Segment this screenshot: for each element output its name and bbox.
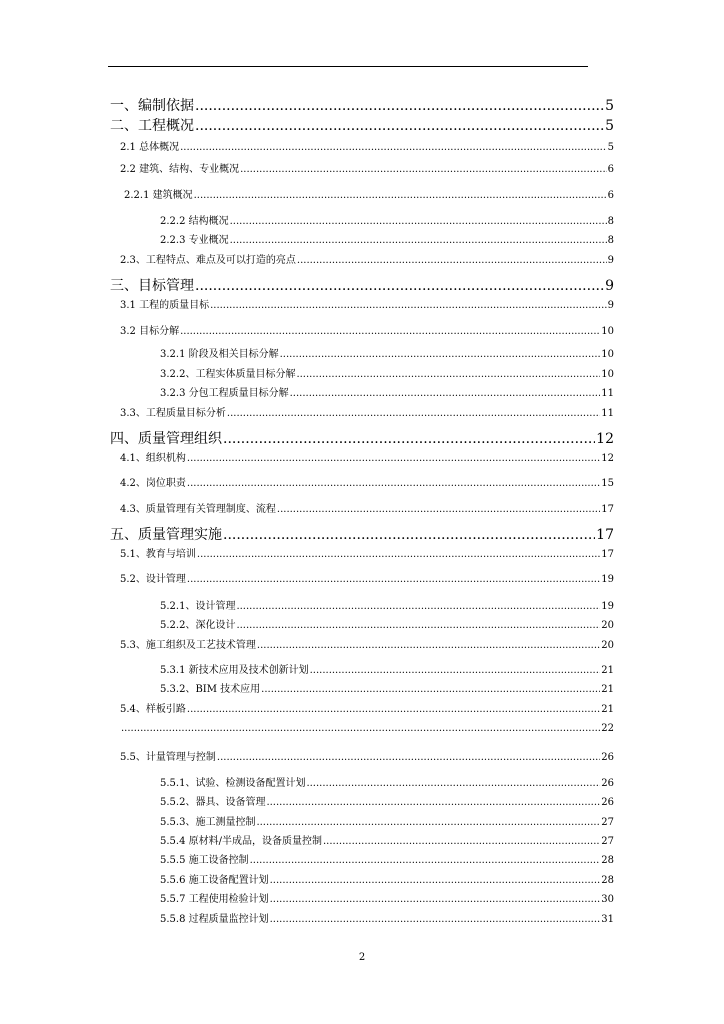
toc-entry-page: 5	[605, 98, 614, 114]
toc-entry-title: 5.5.6 施工设备配置计划	[160, 875, 269, 886]
toc-entry-page: 19	[601, 601, 614, 612]
toc-leader-dots	[217, 752, 600, 763]
toc-entry[interactable]	[160, 890, 614, 905]
toc-entry[interactable]	[124, 186, 614, 201]
toc-leader-dots	[180, 142, 607, 153]
toc-entry[interactable]	[120, 723, 614, 734]
toc-leader-dots	[197, 549, 600, 560]
toc-leader-dots	[194, 190, 607, 201]
toc-entry-title: 5.3、施工组织及工艺技术管理	[120, 640, 256, 651]
toc-leader-dots	[121, 723, 600, 734]
toc-entry[interactable]	[110, 524, 614, 544]
toc-entry[interactable]	[160, 616, 614, 631]
toc-leader-dots	[180, 326, 600, 337]
toc-entry-page: 19	[601, 574, 614, 585]
toc-entry-page: 28	[601, 875, 614, 886]
toc-entry-page: 27	[601, 817, 614, 828]
toc-entry-title: 5.3.2、BIM 技术应用	[160, 684, 261, 695]
toc-entry-title: 3.3、工程质量目标分析	[120, 408, 226, 419]
toc-entry-title: 2.2.1 建筑概况	[124, 190, 193, 201]
toc-entry-page: 8	[607, 216, 614, 227]
toc-entry[interactable]	[160, 365, 614, 380]
toc-leader-dots	[187, 478, 600, 489]
toc-entry-title: 4.1、组织机构	[120, 453, 186, 464]
toc-entry-page: 26	[601, 778, 614, 789]
toc-entry-page: 8	[607, 235, 614, 246]
toc-entry[interactable]	[110, 95, 614, 115]
toc-leader-dots	[296, 369, 600, 380]
toc-leader-dots	[195, 278, 604, 294]
toc-entry-title: 3.2.3 分包工程质量目标分解	[160, 388, 289, 399]
toc-entry-page: 26	[601, 752, 614, 763]
toc-leader-dots	[195, 118, 604, 134]
toc-leader-dots	[256, 817, 600, 828]
toc-leader-dots	[290, 388, 601, 399]
toc-entry-title: 5.1、教育与培训	[120, 549, 196, 560]
toc-entry[interactable]	[120, 138, 614, 153]
toc-entry-title: 5.5.4 原材料/半成品，设备质量控制	[160, 836, 322, 847]
toc-entry[interactable]	[120, 545, 614, 560]
toc-entry-title: 3.2.1 阶段及相关目标分解	[160, 349, 279, 360]
toc-entry-title: 四、质量管理组织	[110, 431, 222, 447]
toc-entry-title: 4.2、岗位职责	[120, 478, 186, 489]
toc-entry[interactable]	[160, 793, 614, 808]
toc-leader-dots	[230, 235, 607, 246]
toc-entry-page: 10	[601, 369, 614, 380]
toc-entry-page: 10	[601, 349, 614, 360]
toc-entry[interactable]	[120, 296, 614, 311]
toc-leader-dots	[227, 408, 600, 419]
toc-entry[interactable]	[110, 115, 614, 135]
toc-entry[interactable]	[120, 570, 614, 585]
toc-leader-dots	[223, 431, 595, 447]
toc-entry-page: 28	[601, 855, 614, 866]
toc-entry-title: 2.3、工程特点、难点及可以打造的亮点	[120, 255, 296, 266]
toc-entry-page: 5	[607, 142, 614, 153]
toc-entry-title: 3.2.2、工程实体质量目标分解	[160, 369, 296, 380]
toc-entry[interactable]	[120, 636, 614, 651]
toc-entry-page: 20	[601, 640, 614, 651]
toc-entry-page: 11	[601, 388, 614, 399]
toc-entry-title: 5.5.1、试验、检测设备配置计划	[160, 778, 306, 789]
toc-leader-dots	[270, 875, 601, 886]
toc-entry-title: 2.2.3 专业概况	[160, 235, 229, 246]
toc-entry[interactable]	[120, 160, 614, 175]
toc-leader-dots	[187, 704, 600, 715]
toc-entry-title: 5.5.5 施工设备控制	[160, 855, 249, 866]
toc-entry[interactable]	[160, 774, 614, 789]
toc-leader-dots	[270, 894, 601, 905]
toc-entry[interactable]	[120, 474, 614, 489]
toc-entry-page: 6	[607, 164, 614, 175]
toc-entry-page: 17	[601, 549, 614, 560]
toc-leader-dots	[280, 349, 601, 360]
toc-entry-title: 二、工程概况	[110, 118, 194, 134]
toc-entry-page: 21	[601, 704, 614, 715]
toc-entry-title: 2.2.2 结构概况	[160, 216, 229, 227]
toc-leader-dots	[236, 601, 600, 612]
toc-leader-dots	[266, 797, 600, 808]
toc-entry-title: 5.5.7 工程使用检验计划	[160, 894, 269, 905]
toc-leader-dots	[261, 684, 600, 695]
toc-entry-title: 2.2 建筑、结构、专业概况	[120, 164, 240, 175]
toc-entry-page: 12	[601, 453, 614, 464]
toc-leader-dots	[187, 453, 600, 464]
toc-entry-page: 9	[605, 278, 614, 294]
toc-entry-page: 26	[601, 797, 614, 808]
toc-entry-page: 6	[607, 190, 614, 201]
toc-leader-dots	[297, 255, 607, 266]
toc-leader-dots	[240, 164, 607, 175]
toc-entry-page: 27	[601, 836, 614, 847]
toc-entry-title: 5.5.3、施工测量控制	[160, 817, 256, 828]
toc-entry[interactable]	[120, 251, 614, 266]
toc-entry-page: 9	[607, 255, 614, 266]
toc-entry-title: 5.3.1 新技术应用及技术创新计划	[160, 665, 309, 676]
toc-entry-page: 12	[596, 431, 614, 447]
toc-entry[interactable]	[160, 661, 614, 676]
toc-leader-dots	[270, 914, 601, 925]
toc-entry[interactable]	[160, 597, 614, 612]
toc-entry[interactable]	[120, 404, 614, 419]
toc-entry[interactable]	[160, 871, 614, 886]
toc-entry-page: 17	[596, 527, 614, 543]
toc-entry[interactable]	[160, 680, 614, 695]
toc-leader-dots	[195, 98, 604, 114]
toc-entry-title: 5.5、计量管理与控制	[120, 752, 216, 763]
toc-entry[interactable]	[110, 275, 614, 295]
toc-entry[interactable]	[160, 345, 614, 360]
toc-leader-dots	[277, 504, 600, 515]
toc-leader-dots	[230, 216, 607, 227]
toc-entry-title: 一、编制依据	[110, 98, 194, 114]
toc-leader-dots	[257, 640, 600, 651]
toc-entry-page: 17	[601, 504, 614, 515]
toc-entry[interactable]	[160, 813, 614, 828]
toc-leader-dots	[187, 574, 600, 585]
toc-entry[interactable]	[110, 428, 614, 448]
toc-entry-title: 5.5.2、器具、设备管理	[160, 797, 266, 808]
toc-leader-dots	[323, 836, 600, 847]
toc-entry-title: 4.3、质量管理有关管理制度、流程	[120, 504, 276, 515]
toc-entry-title: 5.2.1、设计管理	[160, 601, 236, 612]
toc-entry-title: 5.5.8 过程质量监控计划	[160, 914, 269, 925]
toc-leader-dots	[236, 620, 600, 631]
toc-leader-dots	[223, 527, 595, 543]
toc-entry-page: 21	[601, 665, 614, 676]
toc-entry-page: 20	[601, 620, 614, 631]
toc-entry-title: 5.4、样板引路	[120, 704, 186, 715]
page-number: 2	[358, 952, 366, 963]
toc-entry-page: 10	[601, 326, 614, 337]
header-rule	[108, 66, 588, 67]
toc-entry-page: 30	[601, 894, 614, 905]
toc-entry-page: 5	[605, 118, 614, 134]
toc-entry-title: 2.1 总体概况	[120, 142, 180, 153]
toc-entry-title: 3.2 目标分解	[120, 326, 180, 337]
toc-entry-title: 5.2、设计管理	[120, 574, 186, 585]
toc-entry-page: 21	[601, 684, 614, 695]
toc-entry[interactable]	[120, 748, 614, 763]
toc-entry[interactable]	[120, 322, 614, 337]
toc-entry[interactable]	[160, 910, 614, 925]
toc-entry[interactable]	[160, 231, 614, 246]
toc-entry[interactable]	[120, 500, 614, 515]
toc-leader-dots	[210, 300, 607, 311]
toc-leader-dots	[310, 665, 601, 676]
toc-entry-page: 22	[601, 723, 614, 734]
toc-entry[interactable]	[160, 832, 614, 847]
toc-leader-dots	[250, 855, 601, 866]
toc-entry[interactable]	[120, 700, 614, 715]
toc-entry-title: 五、质量管理实施	[110, 527, 222, 543]
toc-entry-page: 31	[601, 914, 614, 925]
toc-entry-title: 5.2.2、深化设计	[160, 620, 236, 631]
toc-entry[interactable]	[120, 449, 614, 464]
toc-entry[interactable]	[160, 384, 614, 399]
toc-entry-page: 9	[607, 300, 614, 311]
toc-entry-page: 11	[601, 408, 614, 419]
toc-entry-title: 3.1 工程的质量目标	[120, 300, 210, 311]
toc-leader-dots	[306, 778, 600, 789]
toc-entry[interactable]	[160, 212, 614, 227]
toc-entry-page: 15	[601, 478, 614, 489]
toc-entry[interactable]	[160, 851, 614, 866]
toc-entry-title: 三、目标管理	[110, 278, 194, 294]
